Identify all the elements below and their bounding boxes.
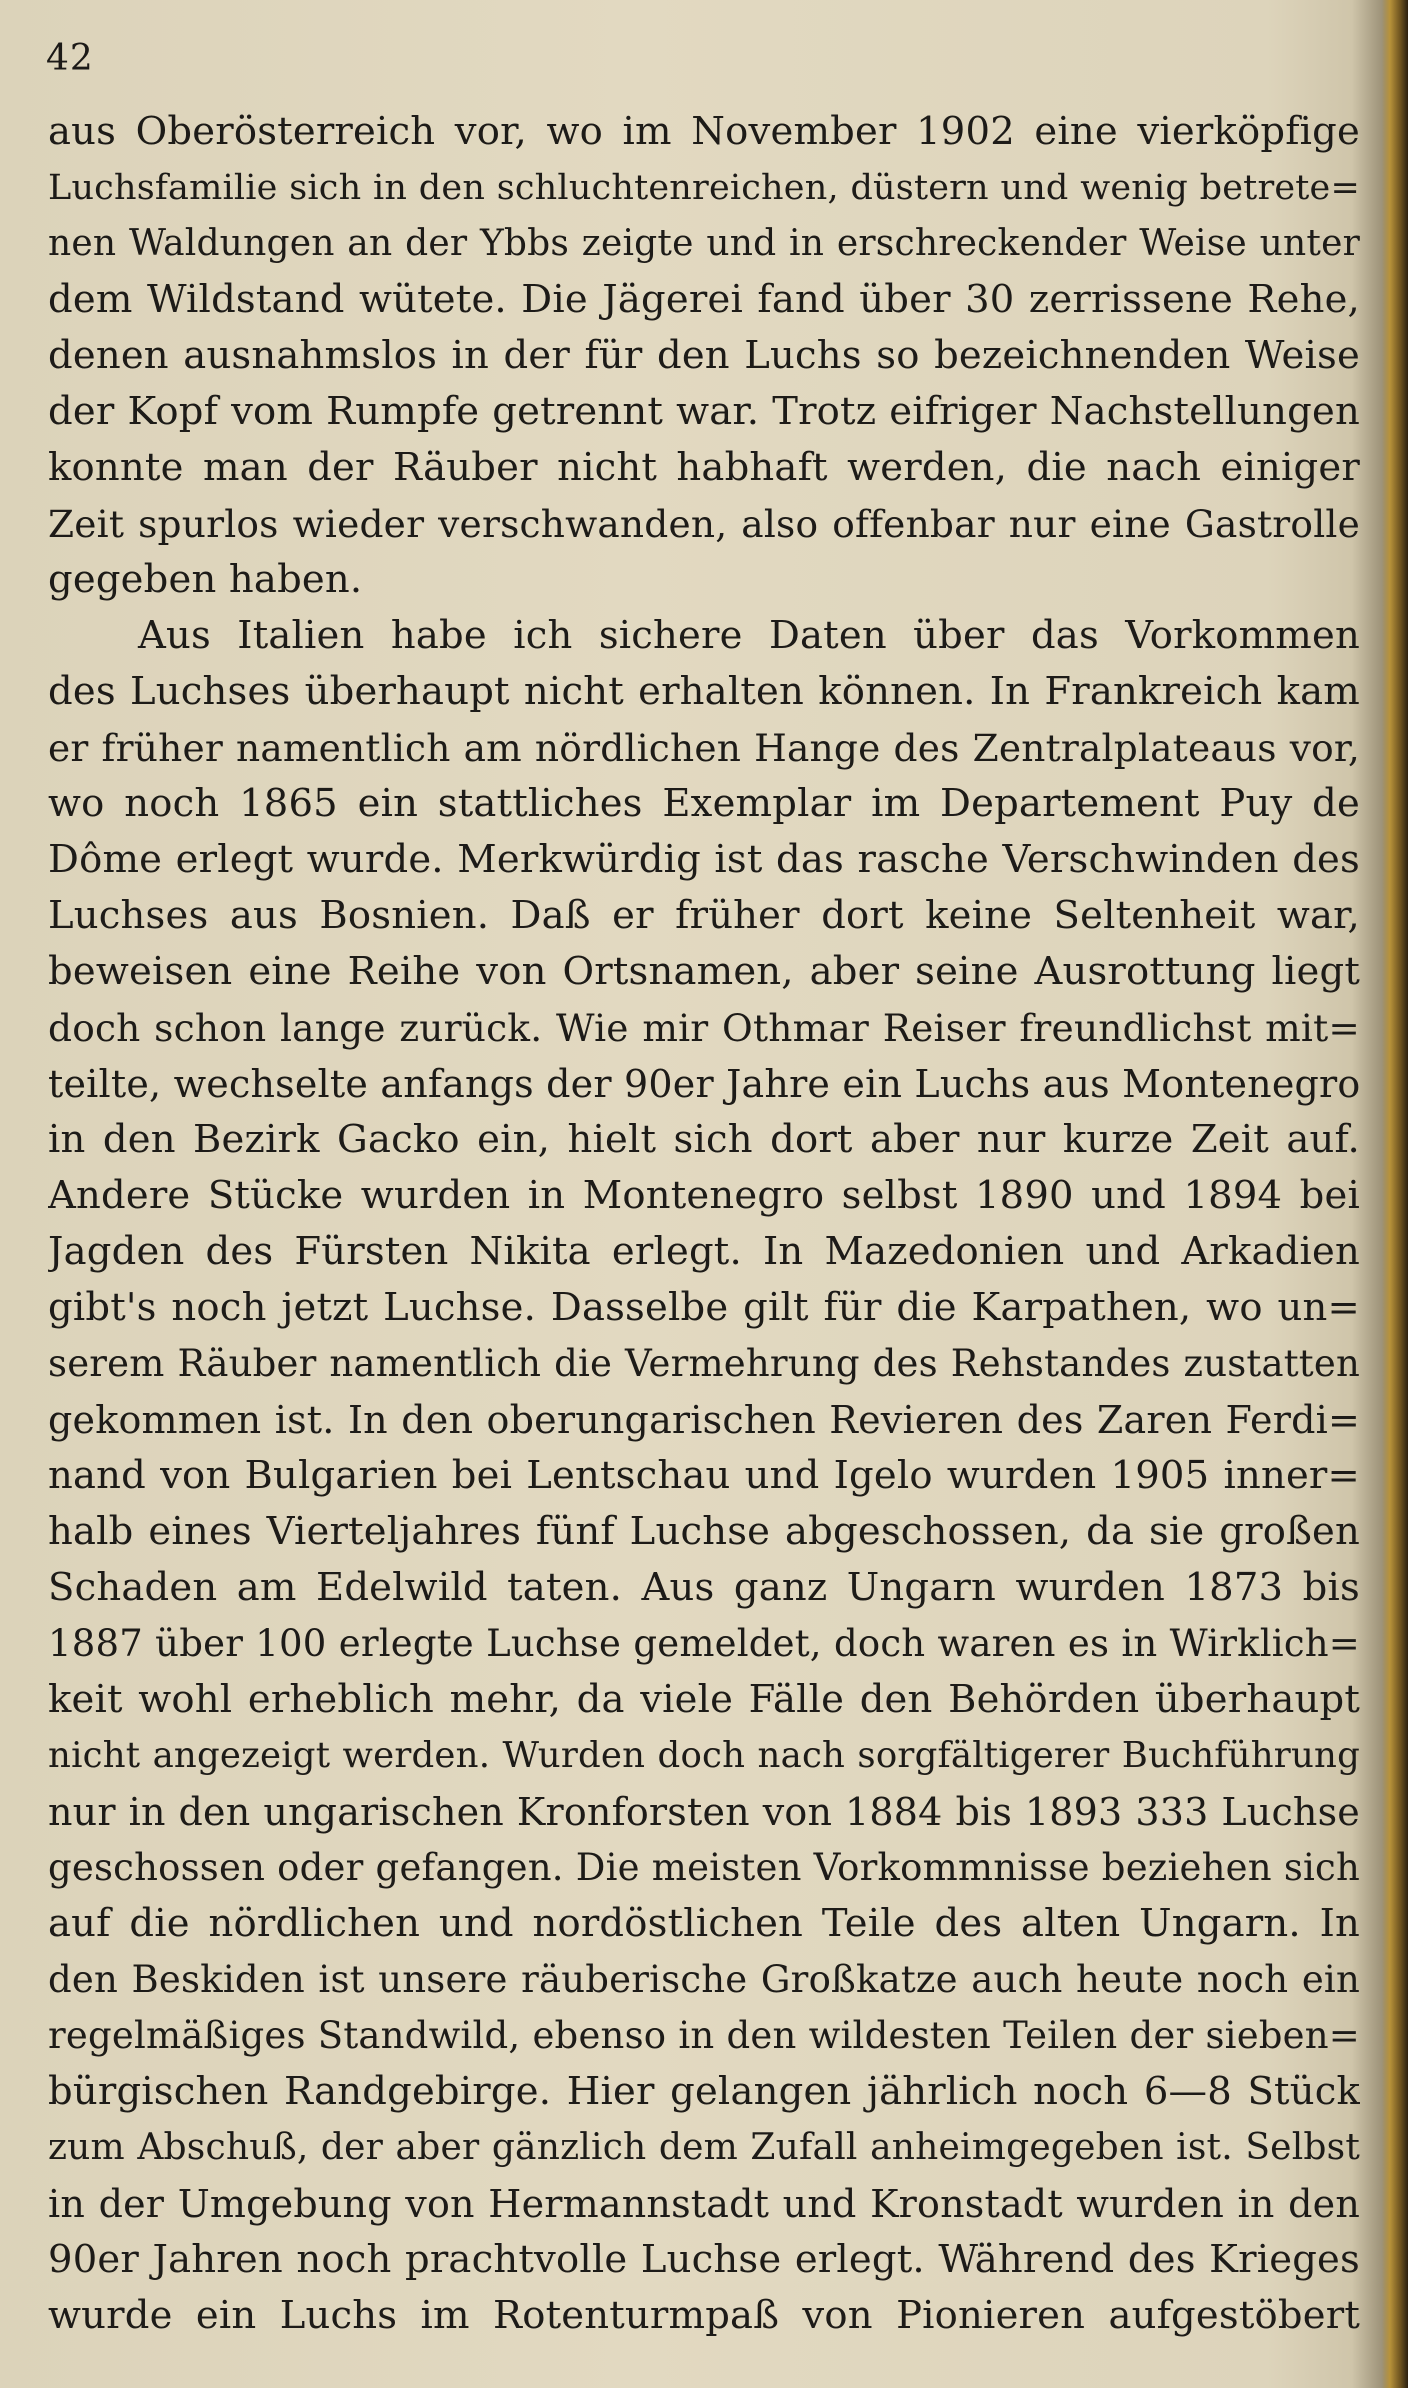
text-line: regelmäßiges Standwild, ebenso in den wildesten Teilen der sieben= <box>48 2014 1360 2057</box>
text-line: geschossen oder gefangen. Die meisten Vorkommnisse beziehen sich <box>48 1846 1360 1889</box>
text-line: doch schon lange zurück. Wie mir Othmar Reiser freundlichst mit= <box>48 1006 1360 1050</box>
text-line: 1887 über 100 erlegte Luchse gemeldet, doch waren es in Wirklich= <box>48 1622 1360 1665</box>
text-line: Luchses aus Bosnien. Daß er früher dort keine Seltenheit war, <box>48 893 1360 938</box>
page-number: 42 <box>46 38 94 79</box>
text-line: teilte, wechselte anfangs der 90er Jahre ein Luchs aus Montenegro <box>48 1062 1360 1106</box>
book-spine-edge <box>1382 0 1408 2388</box>
text-line: bürgischen Randgebirge. Hier gelangen jährlich noch 6—8 Stück <box>48 2069 1360 2114</box>
text-line: wurde ein Luchs im Rotenturmpaß von Pionieren aufgestöbert <box>48 2293 1360 2338</box>
text-line: beweisen eine Reihe von Ortsnamen, aber seine Ausrottung liegt <box>48 949 1360 994</box>
text-line: nicht angezeigt werden. Wurden doch nach sorgfältigerer Buchführung <box>48 1735 1360 1776</box>
text-line: wo noch 1865 ein stattliches Exemplar im Departement Puy de <box>48 781 1360 826</box>
text-line: serem Räuber namentlich die Vermehrung des Rehstandes zustatten <box>48 1342 1360 1385</box>
text-line: den Beskiden ist unsere räuberische Großkatze auch heute noch ein <box>48 1958 1360 2001</box>
text-line: halb eines Vierteljahres fünf Luchse abgeschossen, da sie großen <box>48 1509 1360 1554</box>
text-line: keit wohl erheblich mehr, da viele Fälle den Behörden überhaupt <box>48 1677 1360 1722</box>
text-line: denen ausnahmslos in der für den Luchs so bezeichnenden Weise <box>48 333 1360 378</box>
text-line: nur in den ungarischen Kronforsten von 1884 bis 1893 333 Luchse <box>48 1790 1360 1834</box>
text-line: gibt's noch jetzt Luchse. Dasselbe gilt für die Karpathen, wo un= <box>48 1285 1360 1330</box>
text-line: er früher namentlich am nördlichen Hange des Zentralplateaus vor, <box>48 726 1360 770</box>
text-line: Andere Stücke wurden in Montenegro selbst 1890 und 1894 bei <box>48 1173 1360 1218</box>
text-line: Zeit spurlos wieder verschwanden, also offenbar nur eine Gastrolle <box>48 502 1360 546</box>
text-line: nand von Bulgarien bei Lentschau und Igelo wurden 1905 inner= <box>48 1453 1360 1498</box>
text-line: zum Abschuß, der aber gänzlich dem Zufall anheimgegeben ist. Selbst <box>48 2127 1360 2168</box>
text-line: Jagden des Fürsten Nikita erlegt. In Mazedonien und Arkadien <box>48 1229 1360 1274</box>
text-line: der Kopf vom Rumpfe getrennt war. Trotz eifriger Nachstellungen <box>48 389 1360 434</box>
text-line-paragraph-start: Aus Italien habe ich sichere Daten über das Vorkommen <box>138 613 1360 658</box>
text-line: nen Waldungen an der Ybbs zeigte und in erschreckender Weise unter <box>48 223 1360 264</box>
text-line: Luchsfamilie sich in den schluchtenreichen, düstern und wenig betrete= <box>48 168 1360 208</box>
text-line: Dôme erlegt wurde. Merkwürdig ist das rasche Verschwinden des <box>48 837 1360 882</box>
text-line: auf die nördlichen und nordöstlichen Teile des alten Ungarn. In <box>48 1901 1360 1946</box>
text-line: aus Oberösterreich vor, wo im November 1902 eine vierköpfige <box>48 109 1360 154</box>
text-line: gekommen ist. In den oberungarischen Revieren des Zaren Ferdi= <box>48 1398 1360 1442</box>
text-line: des Luchses überhaupt nicht erhalten können. In Frankreich kam <box>48 669 1360 714</box>
text-line: Schaden am Edelwild taten. Aus ganz Ungarn wurden 1873 bis <box>48 1565 1360 1610</box>
text-line: in den Bezirk Gacko ein, hielt sich dort aber nur kurze Zeit auf. <box>48 1117 1360 1162</box>
text-line: in der Umgebung von Hermannstadt und Kronstadt wurden in den <box>48 2182 1360 2226</box>
text-line: 90er Jahren noch prachtvolle Luchse erlegt. Während des Krieges <box>48 2237 1360 2282</box>
body-text <box>48 104 1360 2344</box>
text-line: dem Wildstand wütete. Die Jägerei fand über 30 zerrissene Rehe, <box>48 277 1360 322</box>
text-line: konnte man der Räuber nicht habhaft werden, die nach einiger <box>48 445 1360 490</box>
text-line-paragraph-end: gegeben haben. <box>48 557 363 602</box>
